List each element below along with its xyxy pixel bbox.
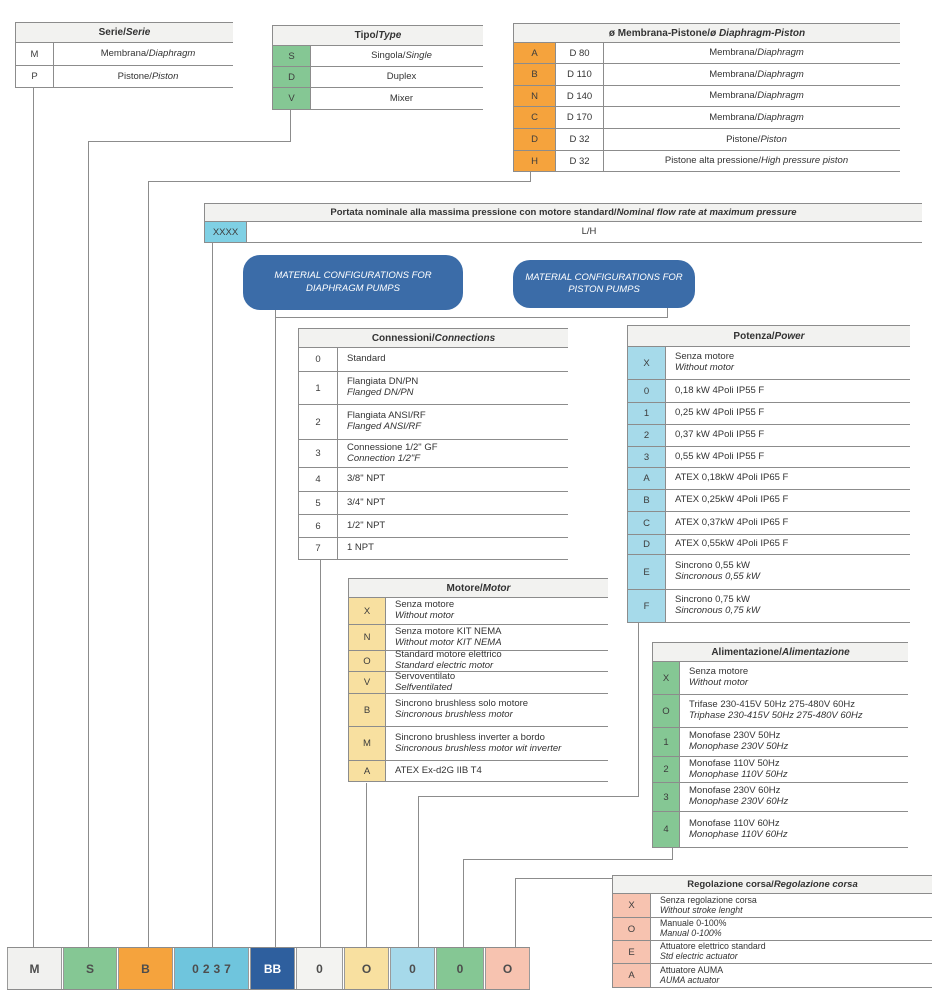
table-row — [299, 515, 568, 538]
table-row — [628, 468, 910, 490]
row-code: S — [273, 46, 311, 66]
table-row — [628, 347, 910, 380]
table-serie-title: Serie/ Serie — [16, 22, 233, 43]
table-row — [628, 590, 910, 623]
row-code: 0 — [299, 348, 338, 371]
row-code: X — [653, 662, 680, 694]
row-diameter: D 32 — [556, 129, 604, 150]
code-segment: 0 — [390, 948, 435, 989]
table-row — [349, 651, 608, 672]
table-row — [613, 894, 932, 918]
flow-unit: L/H — [581, 226, 597, 238]
table-row — [628, 490, 910, 512]
table-row — [514, 86, 900, 107]
code-segment: 0 — [436, 948, 484, 989]
row-code: 2 — [653, 757, 680, 782]
table-row — [514, 64, 900, 86]
flow-code-placeholder: XXXX — [205, 222, 247, 242]
row-description: Monofase 110V 50Hz Monophase 110V 50Hz — [689, 757, 788, 780]
row-code: X — [628, 347, 666, 379]
table-row — [273, 67, 483, 88]
table-row — [628, 555, 910, 590]
row-description: Pistone/ Piston — [726, 133, 787, 145]
row-code: N — [514, 86, 556, 106]
row-code: 1 — [628, 403, 666, 424]
row-description: Sincrono brushless solo motore Sincronous brushless motor — [395, 698, 529, 720]
row-description: Singola/ Single — [371, 50, 432, 62]
table-row — [349, 598, 608, 625]
table-motore-title: Motore/ Motor — [349, 578, 608, 598]
row-diameter: D 140 — [556, 86, 604, 106]
row-code: E — [613, 941, 651, 963]
material-configurations-piston-pill: MATERIAL CONFIGURATIONS FOR PISTON PUMPS — [513, 260, 695, 308]
row-code: 3 — [628, 447, 666, 467]
row-code: B — [514, 64, 556, 85]
row-code: A — [628, 468, 666, 489]
table-potenza — [627, 325, 910, 623]
row-description: Sincrono 0,55 kW Sincronous 0,55 kW — [675, 560, 761, 582]
table-row — [613, 941, 932, 964]
row-description: 0,55 kW 4Poli IP55 F — [675, 450, 765, 462]
row-description: Senza motore Without motor — [689, 666, 749, 688]
row-description: Mixer — [389, 92, 414, 104]
row-code: D — [628, 535, 666, 554]
row-code: D — [273, 67, 311, 87]
row-code: N — [349, 625, 386, 650]
connector-line — [463, 859, 673, 860]
connector-line — [88, 141, 89, 947]
row-description: 0,18 kW 4Poli IP55 F — [675, 384, 765, 396]
row-description: Membrana/ Diaphragm — [709, 111, 804, 123]
table-portata — [204, 203, 922, 243]
table-row — [514, 151, 900, 172]
table-membrana-title: ø Membrana-Pistone/ ø Diaphragm-Piston — [514, 23, 900, 43]
row-code: C — [628, 512, 666, 534]
code-segment: S — [63, 948, 117, 989]
connector-line — [515, 878, 516, 947]
row-description: Servoventilato Selfventilated — [395, 670, 456, 693]
row-description: 3/8" NPT — [347, 473, 386, 485]
connector-line — [212, 243, 213, 947]
row-description: Senza motore KIT NEMA Without motor KIT NEMA — [395, 625, 502, 648]
table-motore — [348, 578, 608, 782]
table-row — [613, 964, 932, 988]
connector-line — [275, 317, 276, 947]
row-description: Standard — [347, 353, 386, 365]
row-description: 0,37 kW 4Poli IP55 F — [675, 429, 765, 441]
row-code: A — [514, 43, 556, 63]
row-description: Attuatore elettrico standard Std electric actuator — [660, 941, 766, 961]
row-diameter: D 80 — [556, 43, 604, 63]
table-row — [16, 66, 233, 88]
table-row — [299, 372, 568, 405]
row-code: 3 — [653, 783, 680, 811]
table-row — [613, 918, 932, 941]
row-code: O — [349, 651, 386, 671]
row-description: 3/4" NPT — [347, 496, 386, 508]
connector-line — [320, 560, 321, 947]
row-code: 6 — [299, 515, 338, 537]
table-row — [299, 348, 568, 372]
row-code: 7 — [299, 538, 338, 559]
table-serie — [15, 22, 233, 88]
row-description: Monofase 110V 60Hz Monophase 110V 60Hz — [689, 817, 788, 840]
connector-line — [148, 181, 149, 947]
table-row — [628, 447, 910, 468]
row-code: 3 — [299, 440, 338, 467]
table-row — [299, 468, 568, 492]
row-code: V — [349, 672, 386, 693]
row-description: ATEX Ex-d2G IIB T4 — [395, 764, 482, 776]
table-connessioni — [298, 328, 568, 560]
connector-line — [366, 783, 367, 947]
row-code: A — [349, 761, 386, 781]
row-code: F — [628, 590, 666, 622]
table-row — [273, 88, 483, 110]
row-description: Sincrono brushless inverter a bordo Sincronous brushless motor wit inverter — [395, 731, 562, 754]
row-description: Attuatore AUMA AUMA actuator — [660, 964, 724, 985]
row-description: Pistone alta pressione/ High pressure piston — [664, 155, 849, 167]
row-description: ATEX 0,55kW 4Poli IP65 F — [675, 538, 789, 550]
row-description: Membrana/ Diaphragm — [709, 68, 804, 80]
connector-line — [418, 796, 639, 797]
row-description: Flangiata ANSI/RF Flanged ANSI/RF — [347, 410, 426, 432]
row-code: 4 — [653, 812, 680, 847]
table-row — [514, 129, 900, 151]
table-row — [653, 757, 908, 783]
row-code: O — [613, 918, 651, 940]
table-portata-title: Portata nominale alla massima pressione con motore standard/ Nominal flow rate at maximum pressure — [205, 203, 922, 222]
row-description: Membrana/ Diaphragm — [100, 48, 196, 60]
row-code: 4 — [299, 468, 338, 491]
row-code: H — [514, 151, 556, 171]
row-code: M — [349, 727, 386, 760]
row-diameter: D 110 — [556, 64, 604, 85]
row-description: ATEX 0,37kW 4Poli IP65 F — [675, 516, 789, 528]
table-row — [299, 538, 568, 560]
row-diameter: D 32 — [556, 151, 604, 171]
table-row — [349, 672, 608, 694]
code-segment: M — [7, 948, 62, 989]
row-code: 0 — [628, 380, 666, 402]
code-segment: B — [118, 948, 173, 989]
table-membrana-pistone — [513, 23, 900, 172]
row-code: B — [349, 694, 386, 726]
row-code: A — [613, 964, 651, 987]
material-configurations-diaphragm-pill: MATERIAL CONFIGURATIONS FOR DIAPHRAGM PUMPS — [243, 255, 463, 310]
table-row — [299, 405, 568, 440]
connector-line — [275, 309, 276, 317]
row-description: Membrana/ Diaphragm — [709, 90, 804, 102]
row-code: B — [628, 490, 666, 511]
table-row — [653, 662, 908, 695]
row-description: Manuale 0-100% Manual 0-100% — [660, 918, 727, 938]
table-row — [653, 728, 908, 757]
row-description: Membrana/ Diaphragm — [709, 47, 804, 59]
row-code: O — [653, 695, 680, 727]
row-description: Connessione 1/2" GF Connection 1/2"F — [347, 441, 438, 464]
table-regolazione-corsa — [612, 875, 932, 988]
row-description: 1/2" NPT — [347, 519, 386, 531]
table-row — [349, 625, 608, 651]
table-row — [514, 43, 900, 64]
code-segment: 0237 — [174, 948, 249, 989]
row-description: Pistone/ Piston — [117, 70, 179, 82]
connector-line — [88, 141, 291, 142]
row-code: 5 — [299, 492, 338, 514]
code-segment: BB — [250, 948, 295, 989]
table-row — [628, 512, 910, 535]
connector-line — [515, 878, 612, 879]
connector-line — [638, 623, 639, 796]
row-description: 1 NPT — [347, 542, 374, 554]
row-code: X — [349, 598, 386, 624]
table-alimentazione — [652, 642, 908, 848]
table-tipo — [272, 25, 483, 110]
row-code: 1 — [299, 372, 338, 404]
row-description: ATEX 0,25kW 4Poli IP65 F — [675, 494, 789, 506]
row-description: Senza motore Without motor — [675, 351, 735, 373]
code-segment: O — [344, 948, 389, 989]
row-code: M — [16, 43, 54, 65]
table-tipo-title: Tipo/ Type — [273, 25, 483, 46]
row-description: ATEX 0,18kW 4Poli IP65 F — [675, 472, 789, 484]
row-description: Flangiata DN/PN Flanged DN/PN — [347, 376, 419, 398]
connector-line — [418, 796, 419, 947]
row-description: Senza regolazione corsa Without stroke lenght — [660, 894, 757, 915]
row-description: 0,25 kW 4Poli IP55 F — [675, 407, 765, 419]
code-segment: 0 — [296, 948, 343, 989]
connector-line — [33, 88, 34, 947]
row-description: Trifase 230-415V 50Hz 275-480V 60Hz Triphase 230-415V 50Hz 275-480V 60Hz — [689, 699, 863, 721]
table-row — [628, 380, 910, 403]
code-segment: O — [485, 948, 530, 989]
table-row — [299, 492, 568, 515]
row-description: Monofase 230V 50Hz Monophase 230V 50Hz — [689, 730, 789, 752]
example-code-row — [7, 947, 530, 990]
table-row — [349, 727, 608, 761]
row-code: X — [613, 894, 651, 917]
row-code: 2 — [299, 405, 338, 439]
table-row — [628, 535, 910, 555]
row-description: Sincrono 0,75 kW Sincronous 0,75 kW — [675, 594, 761, 616]
table-row — [273, 46, 483, 67]
row-diameter: D 170 — [556, 107, 604, 128]
row-description: Duplex — [386, 71, 417, 83]
row-code: 2 — [628, 425, 666, 446]
table-row — [16, 43, 233, 66]
table-alimentazione-title: Alimentazione/ Alimentazione — [653, 642, 908, 662]
row-code: V — [273, 88, 311, 109]
row-description: Monofase 230V 60Hz Monophase 230V 60Hz — [689, 785, 789, 807]
row-code: P — [16, 66, 54, 87]
table-row — [299, 440, 568, 468]
row-description: Standard motore elettrico Standard electric motor — [395, 649, 502, 671]
table-row — [628, 425, 910, 447]
table-row — [349, 694, 608, 727]
table-row — [205, 222, 922, 243]
row-code: 1 — [653, 728, 680, 756]
table-row — [653, 695, 908, 728]
table-row — [349, 761, 608, 782]
table-connessioni-title: Connessioni/ Connections — [299, 328, 568, 348]
connector-line — [290, 110, 291, 142]
connector-line — [148, 181, 531, 182]
row-code: D — [514, 129, 556, 150]
table-row — [514, 107, 900, 129]
connector-line — [667, 307, 668, 317]
table-row — [653, 812, 908, 848]
connector-line — [463, 859, 464, 947]
row-code: C — [514, 107, 556, 128]
table-potenza-title: Potenza/ Power — [628, 325, 910, 347]
connector-line — [275, 317, 668, 318]
table-row — [653, 783, 908, 812]
row-description: Senza motore Without motor — [395, 599, 455, 621]
table-row — [628, 403, 910, 425]
row-code: E — [628, 555, 666, 589]
table-regolazione-title: Regolazione corsa/ Regolazione corsa — [613, 875, 932, 894]
connector-line — [672, 848, 673, 859]
